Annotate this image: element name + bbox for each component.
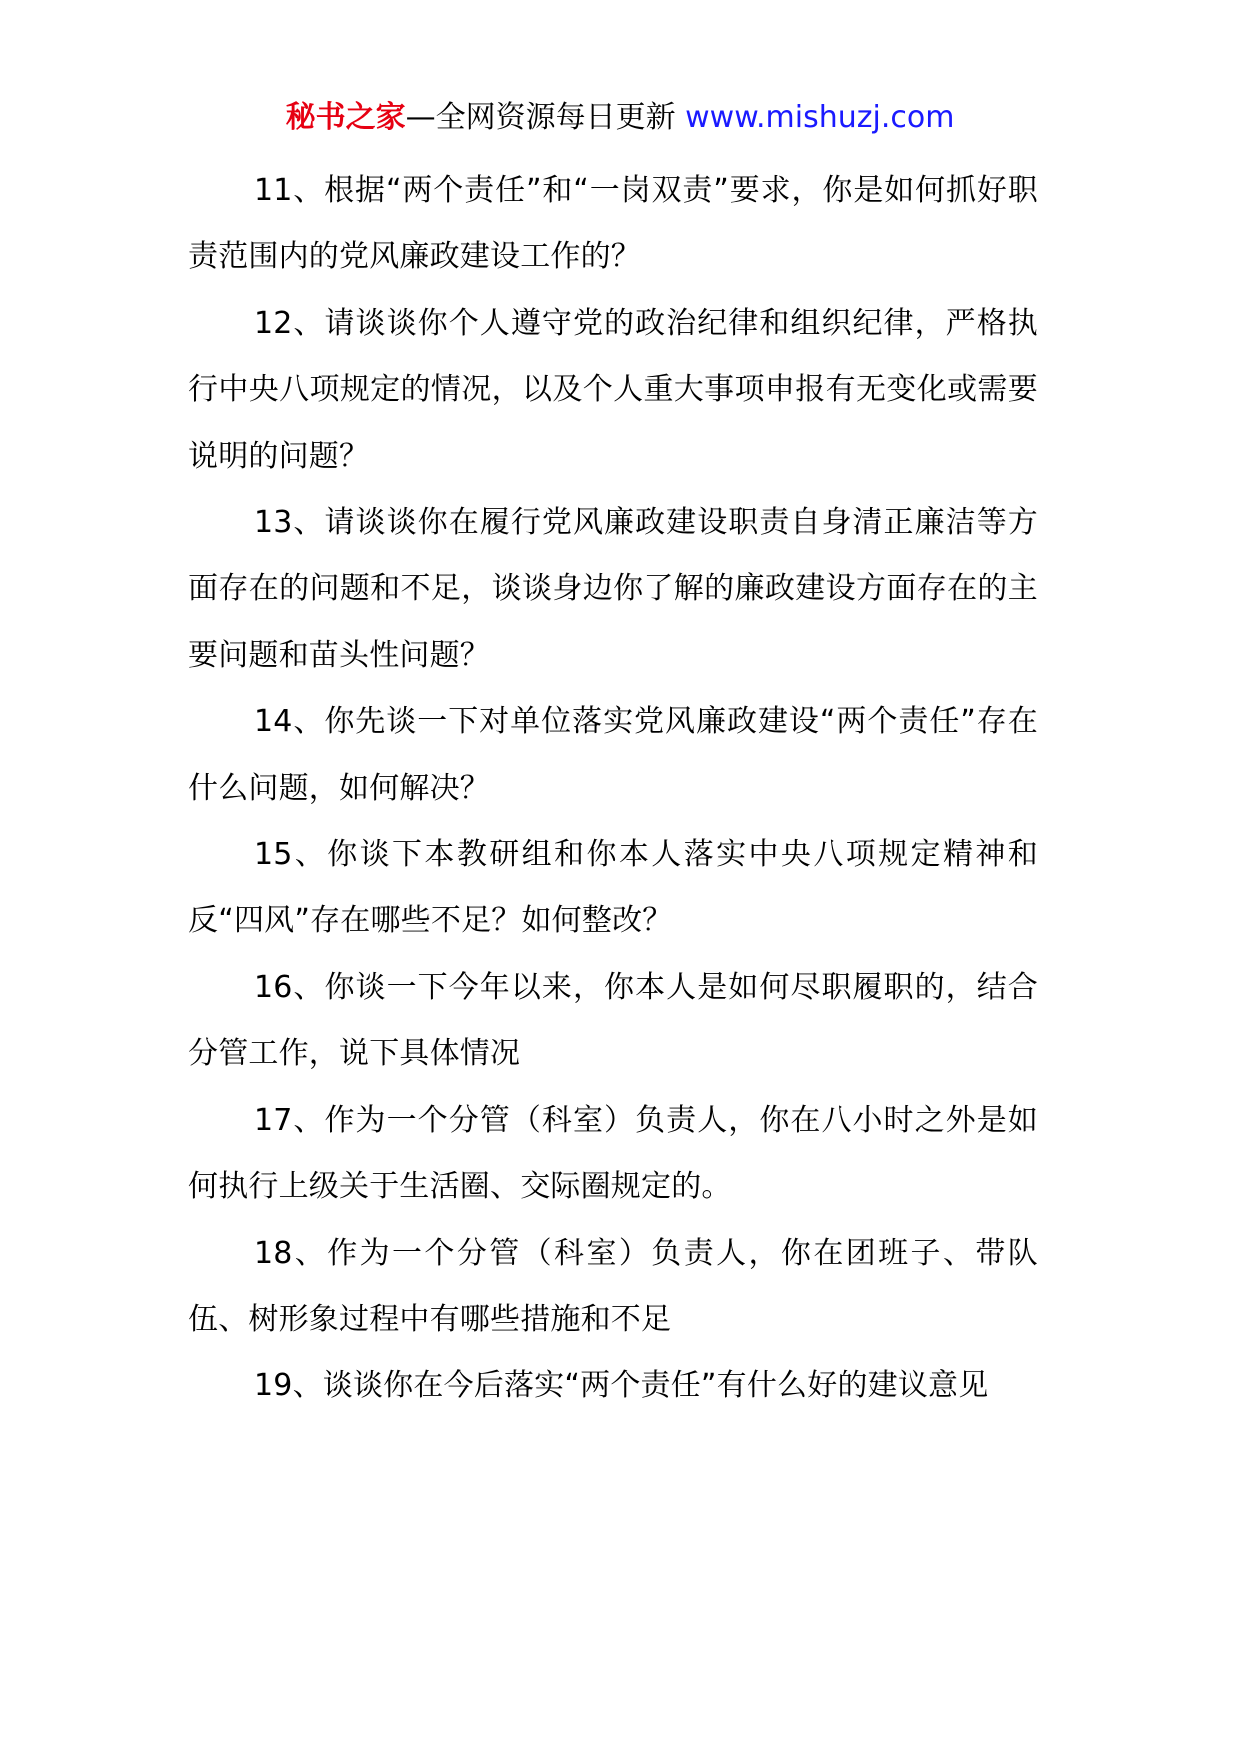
question-item: 15、你谈下本教研组和你本人落实中央八项规定精神和反“四风”存在哪些不足？如何整改？ [188, 837, 1038, 939]
question-item: 14、你先谈一下对单位落实党风廉政建设“两个责任”存在什么问题，如何解决？ [188, 704, 1038, 806]
question-item: 13、请谈谈你在履行党风廉政建设职责自身清正廉洁等方面存在的问题和不足，谈谈身边你了解的廉政建设方面存在的主要问题和苗头性问题？ [188, 505, 1038, 673]
question-item: 18、作为一个分管（科室）负责人，你在团班子、带队伍、树形象过程中有哪些措施和不足 [188, 1235, 1038, 1337]
site-tagline: —全网资源每日更新 [405, 100, 676, 135]
question-item: 19、谈谈你在今后落实“两个责任”有什么好的建议意见 [254, 1368, 989, 1404]
site-brand: 秘书之家 [285, 100, 406, 135]
question-item: 16、你谈一下今年以来，你本人是如何尽职履职的，结合分管工作，说下具体情况 [188, 969, 1038, 1072]
page-header [0, 98, 1240, 138]
question-item: 17、作为一个分管（科室）负责人，你在八小时之外是如何执行上级关于生活圈、交际圈规定的。 [188, 1102, 1038, 1205]
site-url-link[interactable]: www.mishuzj.com [685, 100, 955, 135]
question-item: 12、请谈谈你个人遵守党的政治纪律和组织纪律，严格执行中央八项规定的情况，以及个人重大事项申报有无变化或需要说明的问题？ [188, 305, 1038, 474]
question-list [188, 158, 1038, 1420]
question-item: 11、根据“两个责任”和“一岗双责”要求，你是如何抓好职责范围内的党风廉政建设工作的？ [188, 173, 1038, 275]
